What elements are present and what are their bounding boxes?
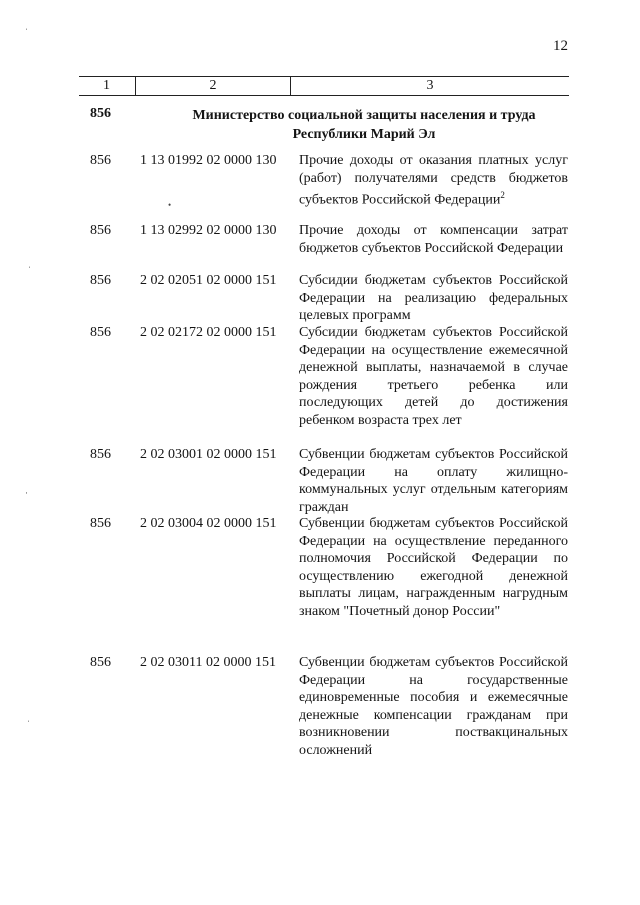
page-number: 12 (553, 38, 568, 54)
row-code: 856 (90, 447, 111, 462)
row-description: Субсидии бюджетам субъектов Российской Федерации на реализацию федеральных целевых программ (299, 273, 568, 323)
row-code: 856 (90, 325, 111, 340)
row-kbk: 2 02 02051 02 0000 151 (140, 273, 277, 288)
row-kbk: 2 02 03001 02 0000 151 (140, 447, 277, 462)
header-col-1: 1 (103, 78, 110, 93)
row-code: 856 (90, 655, 111, 670)
row-code: 856 (90, 223, 111, 238)
row-description: Субвенции бюджетам субъектов Российской Федерации на оплату жилищно-коммунальных услуг отдельным категориям граждан (299, 447, 568, 515)
row-kbk: 1 13 02992 02 0000 130 (140, 223, 277, 238)
row-code: 856 (90, 516, 111, 531)
scan-mark: · (25, 488, 28, 498)
row-description: Субвенции бюджетам субъектов Российской Федерации на осуществление переданного полномочия Российской Федерации по осуществлению ежегодной денежной выплаты лицам, награжденным нагрудным знаком "Почетный донор России" (299, 516, 568, 619)
scan-mark: ˌ (27, 712, 30, 722)
footnote-marker: 2 (500, 190, 505, 200)
row-kbk: 1 13 01992 02 0000 130 (140, 153, 277, 168)
row-kbk: 2 02 02172 02 0000 151 (140, 325, 277, 340)
row-code: 856 (90, 153, 111, 168)
row-kbk: 2 02 03004 02 0000 151 (140, 516, 277, 531)
scan-mark: ˌ (28, 258, 31, 268)
table-header (79, 76, 569, 96)
header-col-2: 2 (135, 77, 291, 95)
row-description: Субсидии бюджетам субъектов Российской Федерации на осуществление ежемесячной денежной выплаты, назначаемой в случае рождения третьего ребенка или последующих детей до достижения ребенком возраста трех лет (299, 325, 568, 428)
ministry-name: Министерство социальной защиты населения и труда Республики Марий Эл (192, 108, 536, 142)
row-code: 856 (90, 273, 111, 288)
scan-mark: • (168, 200, 172, 210)
scan-mark: ˌ (25, 20, 28, 30)
header-col-3: 3 (426, 78, 434, 93)
row-kbk: 2 02 03011 02 0000 151 (140, 655, 276, 670)
row-description: Субвенции бюджетам субъектов Российской Федерации на государственные единовременные пособия и ежемесячные денежные компенсации гражданам при возникновении поствакцинальных осложнений (299, 655, 568, 758)
row-description: Прочие доходы от компенсации затрат бюджетов субъектов Российской Федерации (299, 223, 568, 256)
row-description: Прочие доходы от оказания платных услуг (работ) получателями средств бюджетов субъектов Российской Федерации$^2$ (299, 153, 568, 208)
ministry-code: 856 (90, 106, 111, 121)
